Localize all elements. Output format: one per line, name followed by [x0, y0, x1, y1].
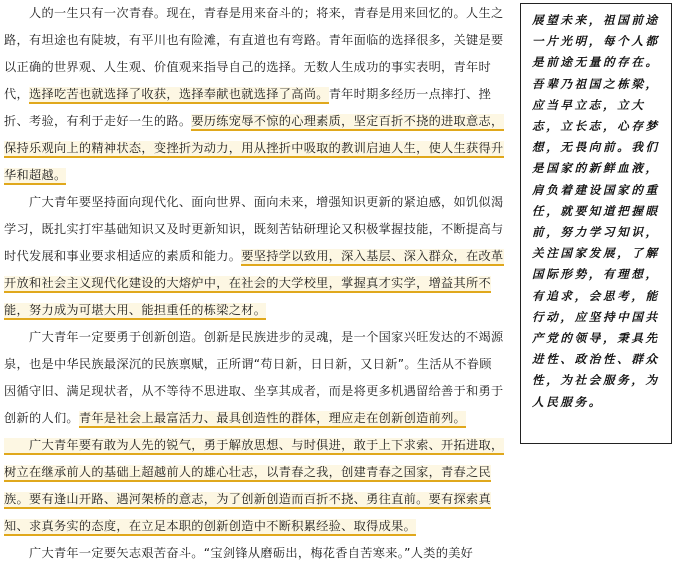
paragraph-5	[4, 540, 504, 566]
highlighted-segment: 要历练宠辱不惊的心理素质，坚定百折不挠的进取意志，保持乐观向上的精神状态，变挫折为动力，用从挫折中吸取的教训启迪人生，使人生获得升华和超越。	[4, 114, 504, 185]
text-segment: 青年时期多经历一点摔打、挫折、考验，有利于走好一生的路。	[4, 87, 492, 128]
paragraph-3	[4, 324, 504, 432]
highlighted-segment: 广大青年要有敢为人先的锐气，勇于解放思想、与时俱进，敢于上下求索、开拓进取，树立在继承前人的基础上超越前人的雄心壮志，以青春之我，创建青春之国家，青春之民族。要有逢山开路、遇河架桥的意志，为了创新创造而百折不挠、勇往直前。要有探索真知、求真务实的态度，在立足本职的创新创造中不断积累经验、取得成果。	[4, 438, 504, 536]
highlighted-segment: 要坚持学以致用，深入基层、深入群众，在改革开放和社会主义现代化建设的大熔炉中，在社会的大学校里，掌握真才实学，增益其所不能，努力成为可堪大用、能担重任的栋梁之材。	[4, 249, 504, 320]
handwritten-note-text: 展望未来，祖国前途一片光明，每个人都是前途无量的存在。吾辈乃祖国之栋梁，应当早立志，立大志，立长志，心存梦想，无畏向前。我们是国家的新鲜血液，肩负着建设国家的重任，就要知道把握眼前，努力学习知识，关注国家发展，了解国际形势，有理想，有追求，会思考，能行动，应坚持中国共产党的领导，秉具先进性、政治性、群众性，为社会服务，为人民服务。	[532, 13, 660, 409]
text-segment: 广大青年一定要勇于创新创造。创新是民族进步的灵魂，是一个国家兴旺发达的不竭源泉，也是中华民族最深沉的民族禀赋，正所谓“苟日新，日日新，又日新”。生活从不眷顾因循守旧、满足现状者，从不等待不思进取、坐享其成者，而是将更多机遇留给善于和勇于创新的人们。	[4, 330, 504, 425]
text-segment: 广大青年一定要矢志艰苦奋斗。“宝剑锋从磨砺出，梅花香自苦寒来。”人类的美好	[4, 546, 474, 560]
highlighted-segment: 选择吃苦也就选择了收获，选择奉献也就选择了高尚。	[29, 87, 329, 104]
paragraph-2	[4, 189, 504, 324]
text-segment: 广大青年要坚持面向现代化、面向世界、面向未来，增强知识更新的紧迫感，如饥似渴学习，既扎实打牢基础知识又及时更新知识，既刻苦钻研理论又积极掌握技能，不断提高与时代发展和事业要求相适应的素质和能力。	[4, 195, 504, 263]
paragraph-4	[4, 432, 504, 540]
highlighted-segment: 青年是社会上最富活力、最具创造性的群体，理应走在创新创造前列。	[79, 411, 466, 428]
text-segment: 人的一生只有一次青春。现在，青春是用来奋斗的；将来，青春是用来回忆的。人生之路，有坦途也有陡坡，有平川也有险滩，有直道也有弯路。青年面临的选择很多，关键是要以正确的世界观、人生观、价值观来指导自己的选择。无数人生成功的事实表明，青年时代，	[4, 6, 504, 101]
handwritten-note-box	[520, 3, 672, 444]
document-body	[4, 0, 504, 566]
paragraph-1	[4, 0, 504, 189]
